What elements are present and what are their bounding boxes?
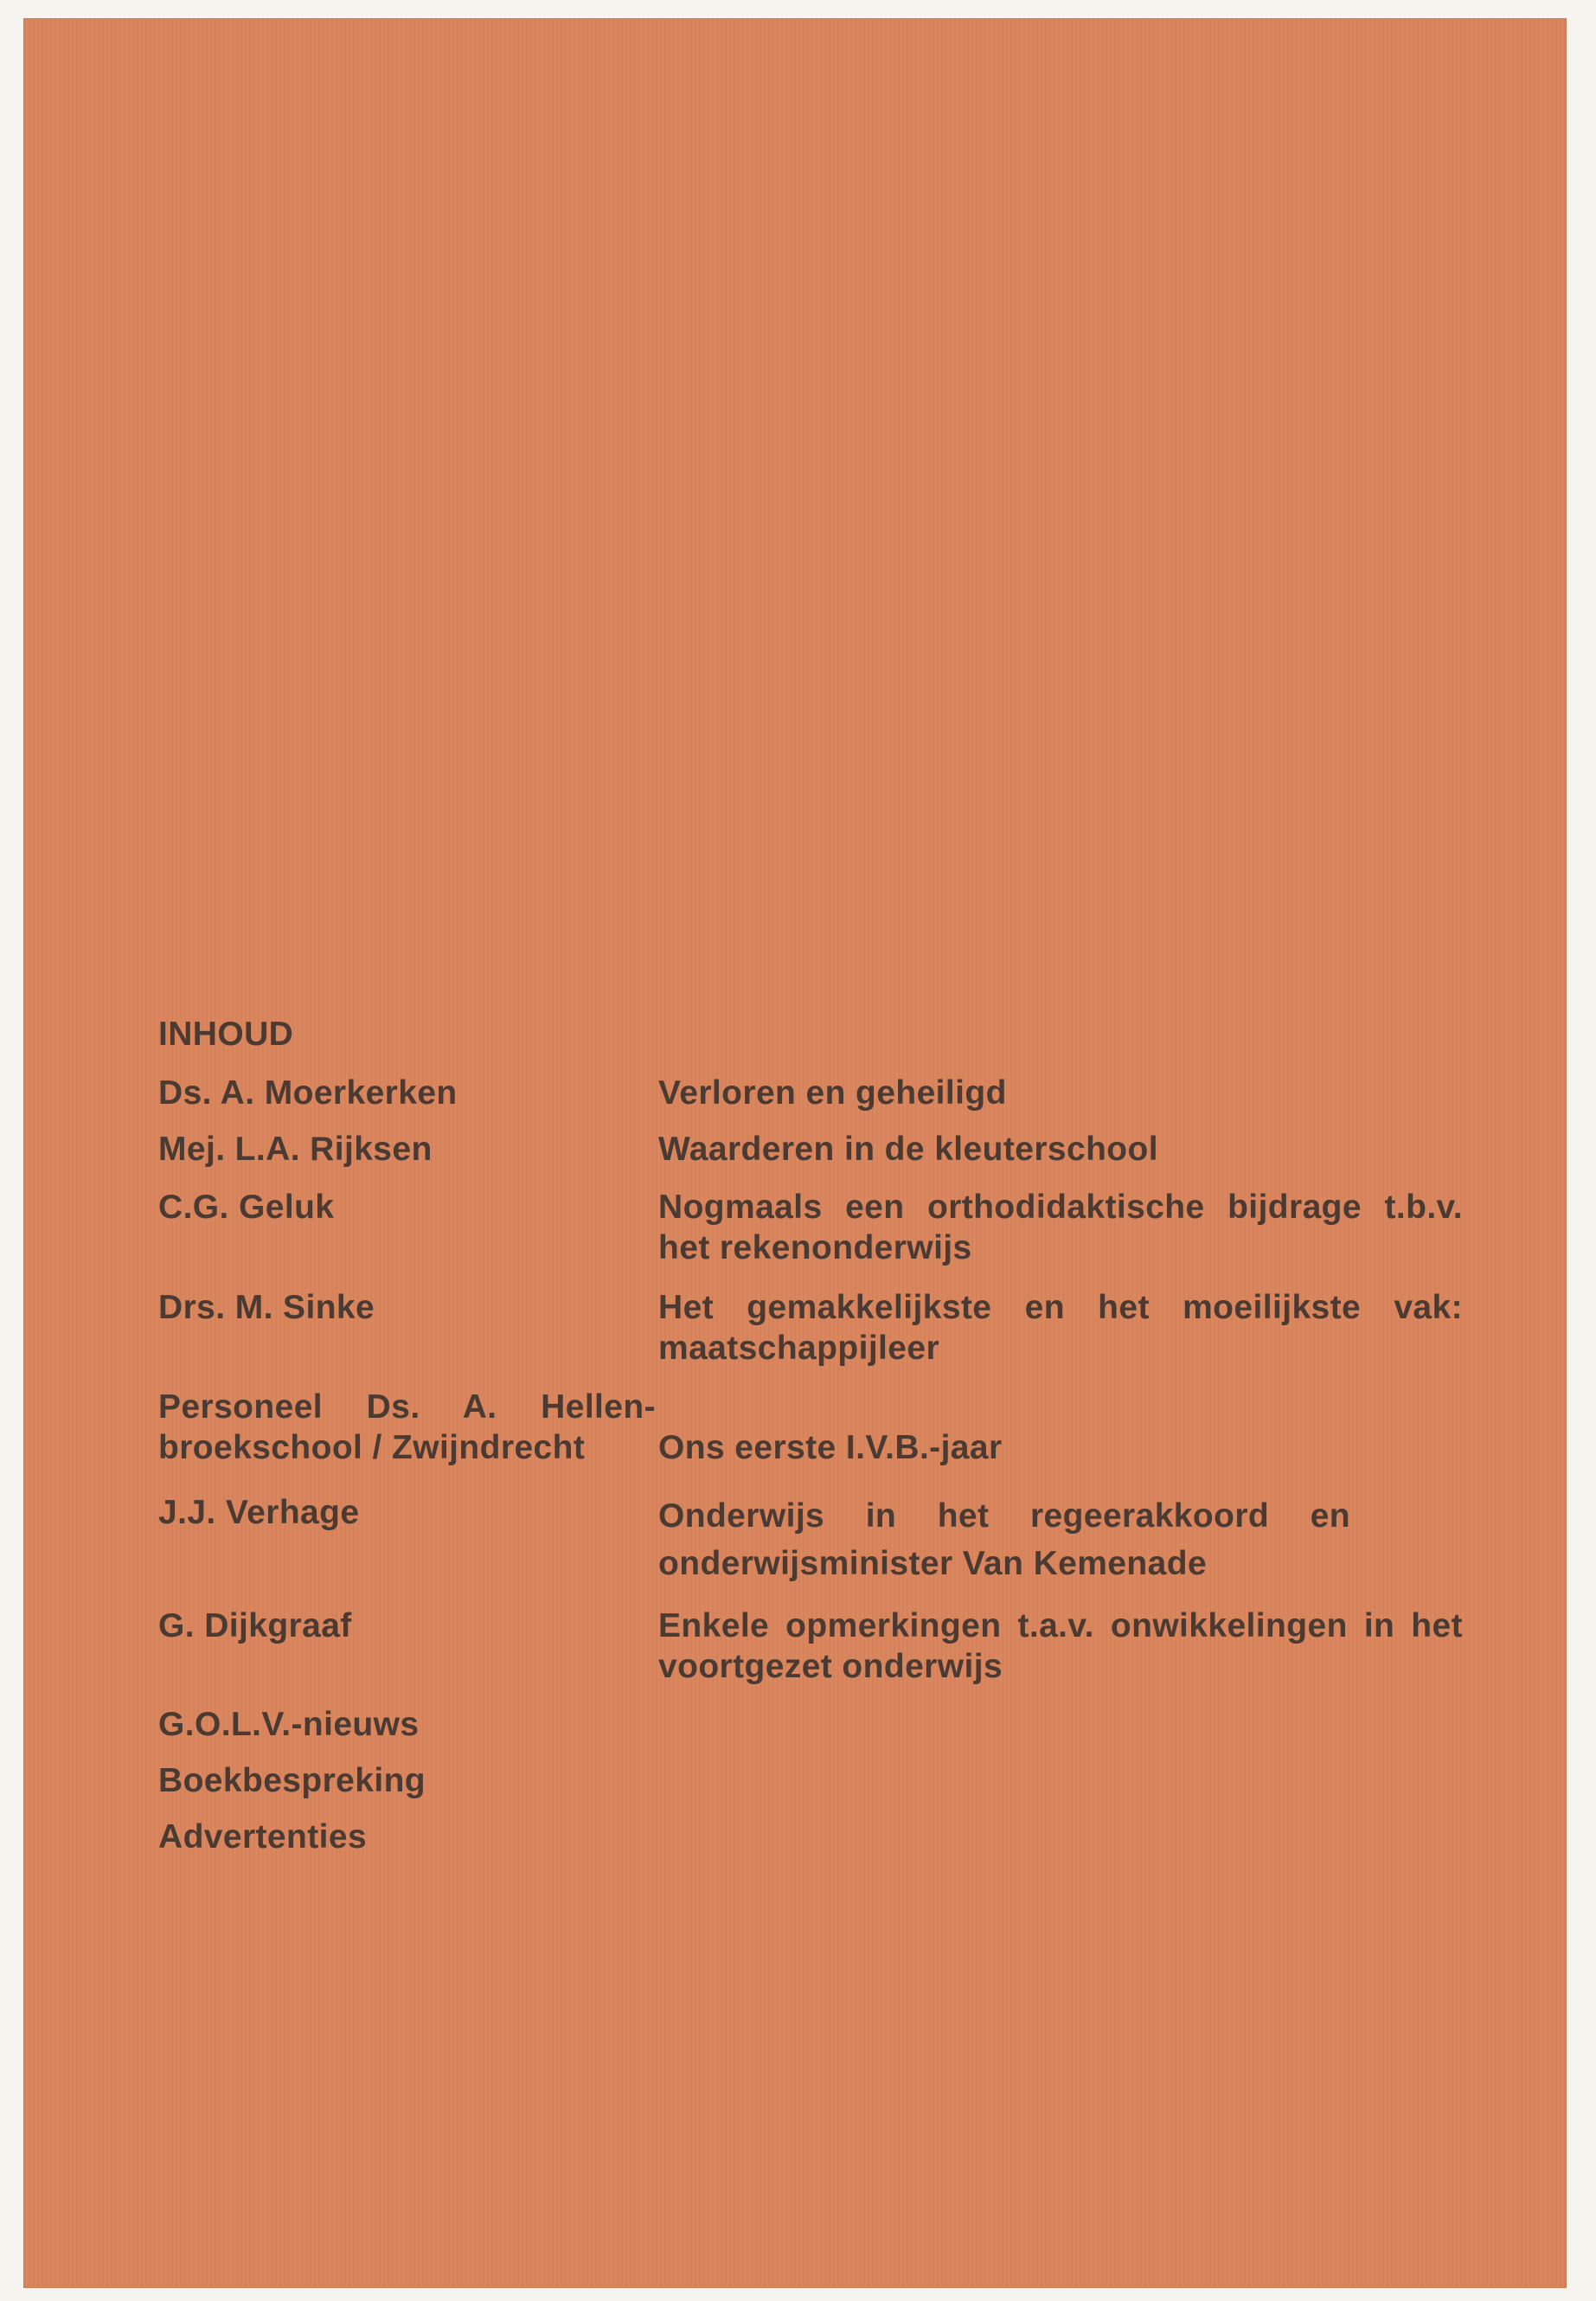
toc-author: Ds. A. Moerkerken [158,1074,458,1112]
toc-author: Drs. M. Sinke [158,1289,375,1326]
toc-author: J.J. Verhage [158,1494,360,1531]
toc-author: Mej. L.A. Rijksen [158,1131,433,1168]
toc-author: G. Dijkgraaf [158,1607,352,1644]
toc-author: C.G. Geluk [158,1189,335,1226]
cover-page [24,19,1566,2287]
toc-title: Nogmaals een orthodidaktische bijdrage t.b.v. het rekenonderwijs [658,1189,1463,1266]
toc-title: Ons eerste I.V.B.-jaar [658,1429,1003,1466]
toc-extra: Boekbespreking [158,1762,426,1799]
toc-title: Waarderen in de kleuterschool [658,1131,1158,1168]
toc-author: Personeel Ds. A. Hellen-broekschool / Zwijndrecht [158,1388,656,1466]
toc-extra: G.O.L.V.-nieuws [158,1706,420,1743]
toc-heading: INHOUD [158,1016,294,1053]
toc-title: Verloren en geheiligd [658,1074,1007,1112]
toc-title: Enkele opmerkingen t.a.v. onwikkelingen in het voortgezet onderwijs [658,1607,1463,1685]
toc-title: Onderwijs in het regeerakkoord en onderwijsminister Van Kemenade [658,1497,1350,1582]
table-of-contents [24,19,1566,2287]
toc-title: Het gemakkelijkste en het moeilijkste vak: maatschappijleer [658,1289,1463,1367]
toc-extra: Advertenties [158,1818,368,1856]
